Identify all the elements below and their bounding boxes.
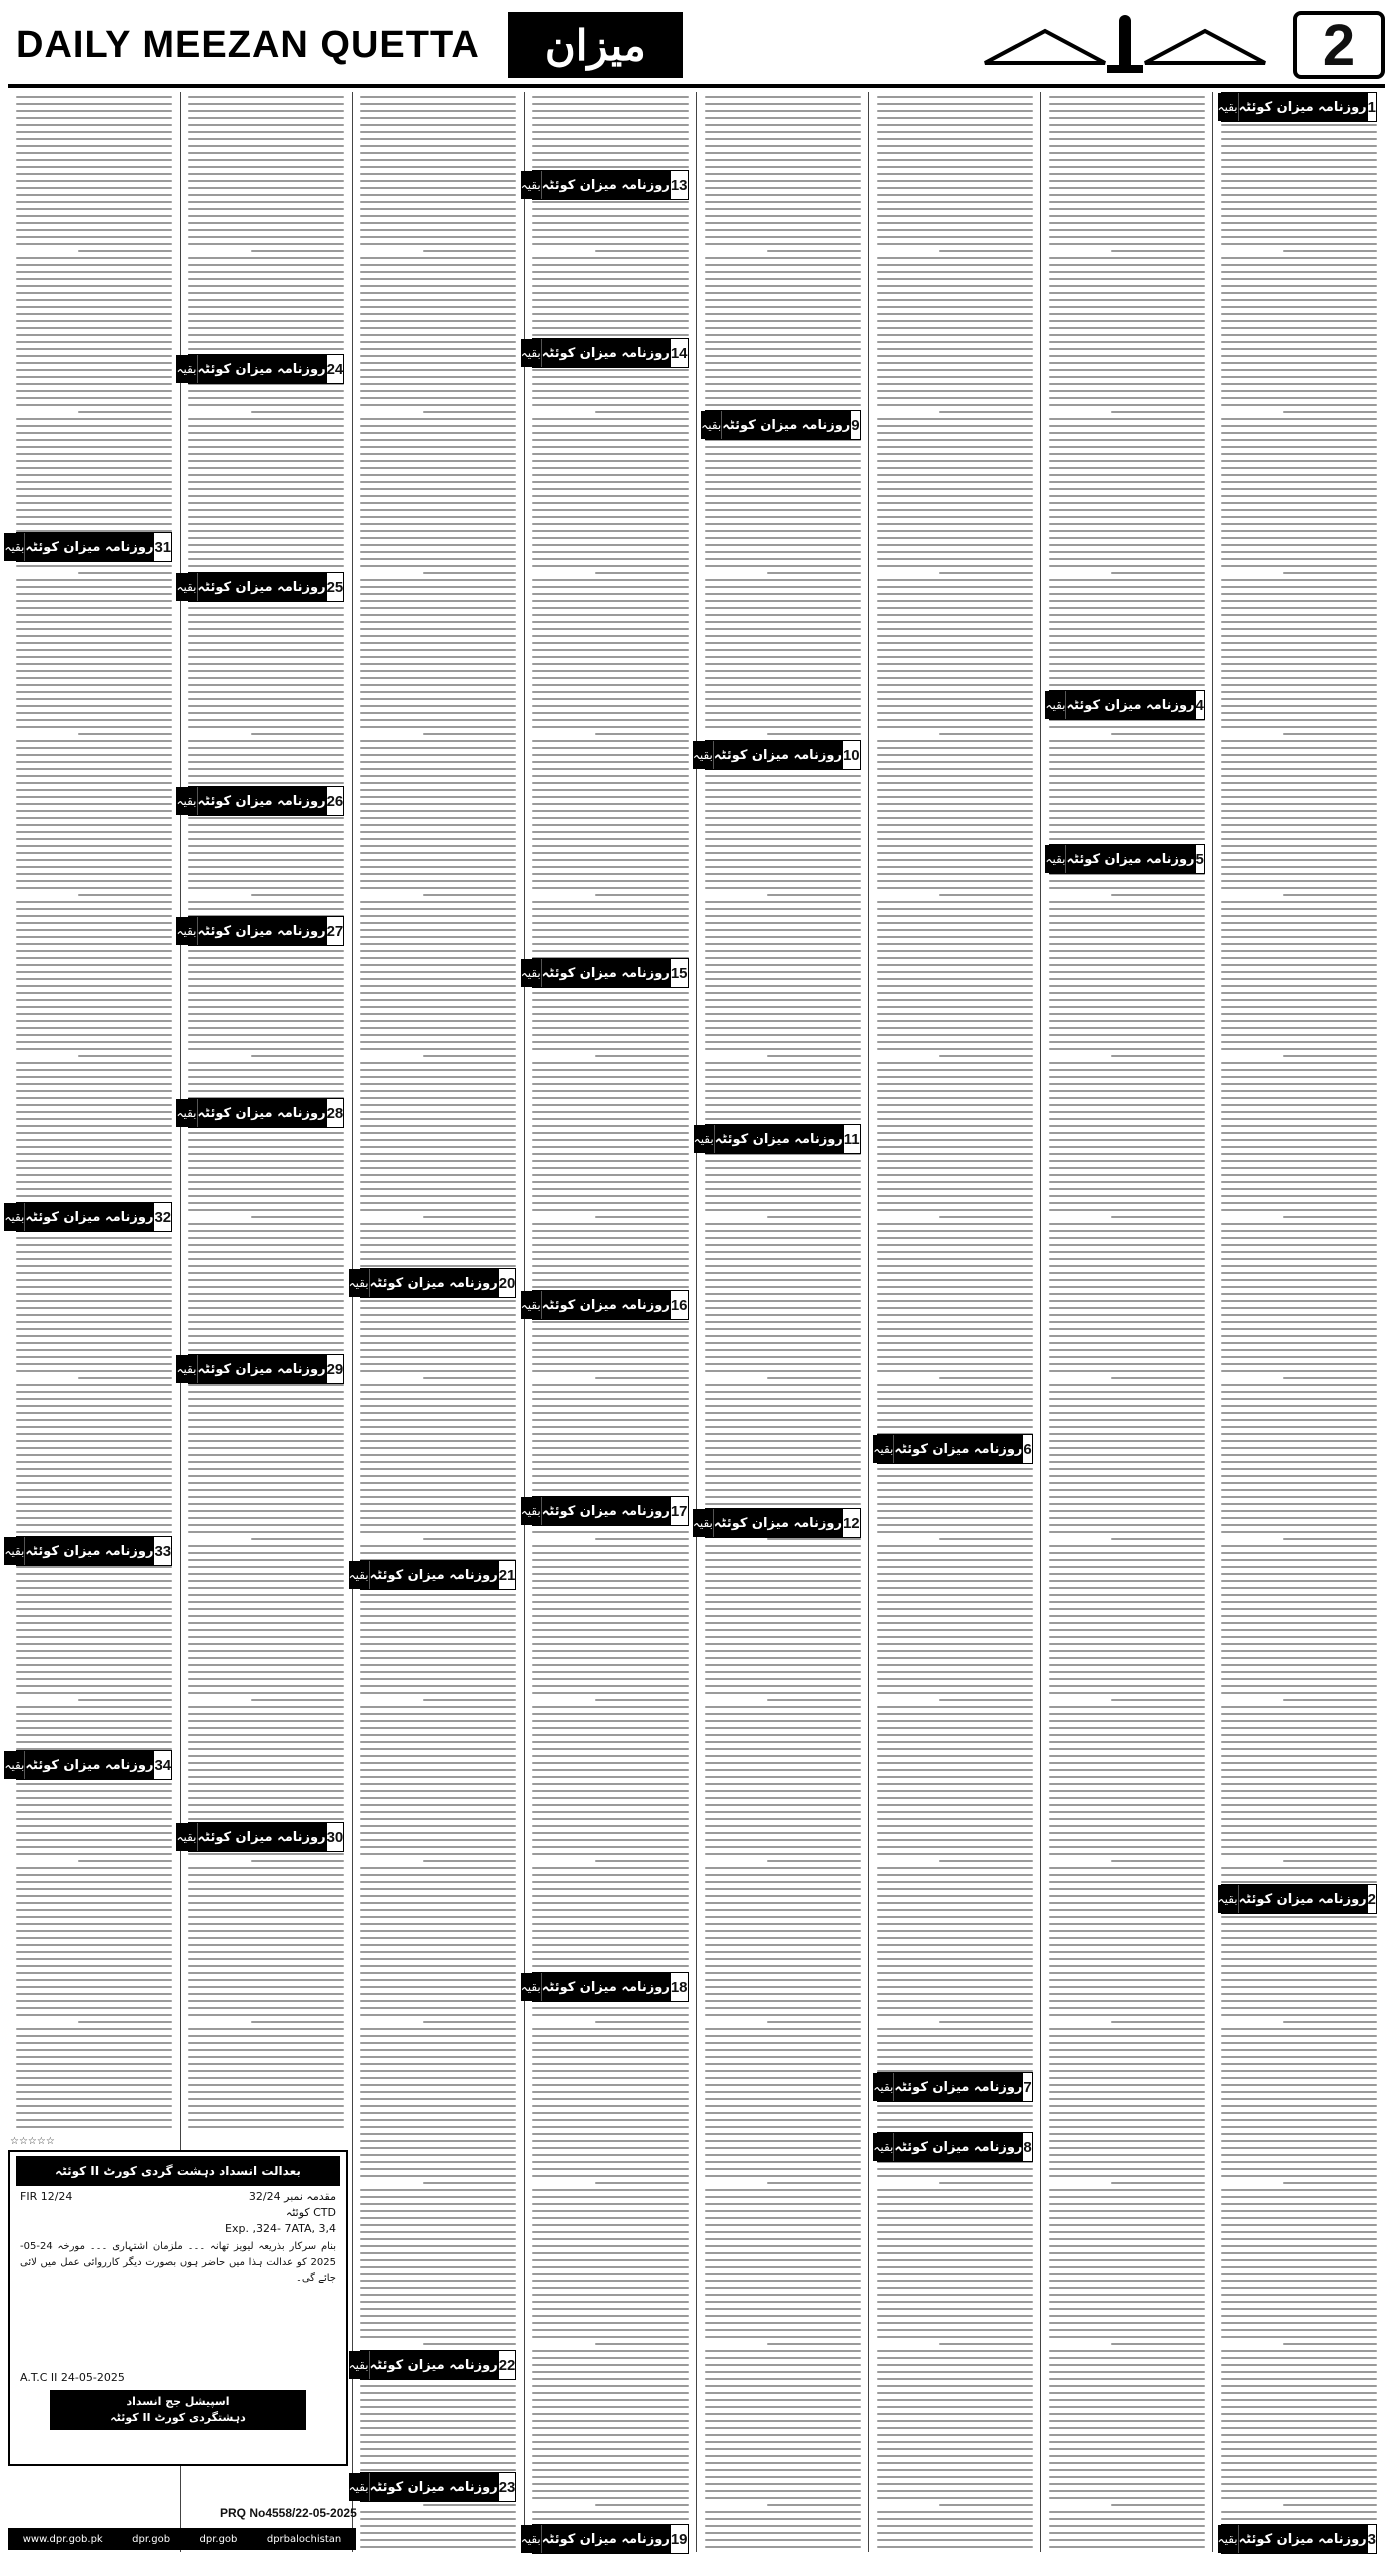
article-text-lines xyxy=(532,96,688,2553)
continuation-header xyxy=(520,1290,688,1320)
continuation-header xyxy=(176,572,344,602)
continuation-number: 20 xyxy=(498,1269,516,1297)
continuation-tag: بقیہ xyxy=(1218,2525,1239,2553)
continuation-label: روزنامہ میزان کوئٹہ xyxy=(542,339,670,367)
continuation-tag: بقیہ xyxy=(349,2351,370,2379)
ad-footer-line1: اسپیشل جج انسداد xyxy=(126,2395,230,2408)
continuation-number: 6 xyxy=(1022,1435,1031,1463)
continuation-tag: بقیہ xyxy=(693,741,714,769)
continuation-header xyxy=(1217,1884,1377,1914)
continuation-number: 30 xyxy=(326,1823,344,1851)
article-text-lines xyxy=(16,96,172,2133)
continuation-header xyxy=(873,2132,1033,2162)
sections: 3,4 ,Exp. ,324- 7ATA xyxy=(225,2222,336,2235)
continuation-tag: بقیہ xyxy=(176,787,197,815)
continuation-header xyxy=(176,1098,344,1128)
footer-link-instagram[interactable]: dpr.gob xyxy=(199,2533,238,2545)
continuation-header xyxy=(873,2072,1033,2102)
continuation-label: روزنامہ میزان کوئٹہ xyxy=(1066,691,1194,719)
continuation-tag: بقیہ xyxy=(694,1125,715,1153)
continuation-header xyxy=(1045,690,1205,720)
continuation-tag: بقیہ xyxy=(349,2473,370,2501)
continuation-label: روزنامہ میزان کوئٹہ xyxy=(715,1125,843,1153)
continuation-number: 32 xyxy=(153,1203,171,1231)
footer-links xyxy=(8,2528,356,2550)
ad-body: بنام سرکار بذریعہ لیویز تھانہ ۔۔۔ ملزمان اشتہاری ۔۔۔ مورخہ 24-05-2025 کو عدالت ہذا میں حاضر ہوں بصورت دیگر کارروائی عمل میں لائی جائے گی۔ xyxy=(20,2241,336,2284)
continuation-tag: بقیہ xyxy=(176,1355,197,1383)
continuation-number: 31 xyxy=(153,533,171,561)
continuation-number: 7 xyxy=(1022,2073,1031,2101)
continuation-header xyxy=(176,916,344,946)
continuation-label: روزنامہ میزان کوئٹہ xyxy=(1066,845,1194,873)
continuation-header xyxy=(1217,2524,1377,2554)
continuation-header xyxy=(520,2524,688,2554)
case-label: مقدمہ نمبر xyxy=(284,2190,336,2203)
continuation-label: روزنامہ میزان کوئٹہ xyxy=(198,573,326,601)
continuation-number: 34 xyxy=(153,1751,171,1779)
continuation-header xyxy=(693,1124,861,1154)
article-text-lines xyxy=(360,96,516,2553)
article-text-lines xyxy=(1221,96,1377,2553)
continuation-label: روزنامہ میزان کوئٹہ xyxy=(198,1823,326,1851)
continuation-header xyxy=(4,1202,172,1232)
govt-seal-icon xyxy=(16,2156,46,2186)
continuation-header xyxy=(692,740,861,770)
continuation-number: 23 xyxy=(498,2473,516,2501)
continuation-header xyxy=(520,1496,688,1526)
continuation-tag: بقیہ xyxy=(1218,93,1239,121)
column-rule xyxy=(524,92,525,2552)
police-label: CTD xyxy=(313,2206,336,2219)
continuation-label: روزنامہ میزان کوئٹہ xyxy=(1239,93,1367,121)
continuation-label: روزنامہ میزان کوئٹہ xyxy=(542,2525,670,2553)
continuation-header xyxy=(176,1822,344,1852)
column-rule xyxy=(352,92,353,2552)
continuation-label: روزنامہ میزان کوئٹہ xyxy=(894,2133,1022,2161)
footer-link-website[interactable]: www.dpr.gob.pk xyxy=(22,2533,103,2545)
prq-number: PRQ No4558/22-05-2025 xyxy=(220,2506,357,2520)
continuation-header xyxy=(520,170,688,200)
continuation-header xyxy=(692,1508,861,1538)
continuation-header xyxy=(348,2350,516,2380)
continuation-number: 33 xyxy=(153,1537,171,1565)
continuation-label: روزنامہ میزان کوئٹہ xyxy=(894,2073,1022,2101)
text-column xyxy=(528,92,692,2552)
ad-signature-block xyxy=(50,2390,306,2430)
continuation-tag: بقیہ xyxy=(4,1751,25,1779)
text-column xyxy=(1217,92,1381,2552)
footer-link-x[interactable]: dpr.gob xyxy=(132,2533,171,2545)
column-rule xyxy=(868,92,869,2552)
page-number: 2 xyxy=(1293,11,1385,79)
continuation-number: 21 xyxy=(498,1561,516,1589)
continuation-label: روزنامہ میزان کوئٹہ xyxy=(198,1099,326,1127)
continuation-tag: بقیہ xyxy=(701,411,722,439)
continuation-tag: بقیہ xyxy=(4,533,25,561)
continuation-tag: بقیہ xyxy=(521,959,542,987)
continuation-number: 28 xyxy=(326,1099,344,1127)
ad-case-row xyxy=(20,2190,336,2203)
column-rule xyxy=(1040,92,1041,2552)
continuation-number: 11 xyxy=(843,1125,860,1153)
continuation-label: روزنامہ میزان کوئٹہ xyxy=(542,171,670,199)
fir-number: 12/24 xyxy=(40,2190,73,2203)
continuation-number: 18 xyxy=(670,1973,688,2001)
ad-date: 24-05-2025 A.T.C II xyxy=(20,2371,125,2384)
stars-divider: ☆☆☆☆☆ xyxy=(10,2136,55,2147)
continuation-tag: بقیہ xyxy=(873,2073,894,2101)
continuation-tag: بقیہ xyxy=(176,1823,197,1851)
continuation-label: روزنامہ میزان کوئٹہ xyxy=(370,1269,498,1297)
continuation-tag: بقیہ xyxy=(521,1291,542,1319)
continuation-tag: بقیہ xyxy=(4,1537,25,1565)
continuation-number: 24 xyxy=(326,355,344,383)
continuation-tag: بقیہ xyxy=(521,339,542,367)
continuation-header xyxy=(348,1268,516,1298)
ad-sections-row xyxy=(20,2222,336,2235)
continuation-number: 8 xyxy=(1022,2133,1031,2161)
continuation-tag: بقیہ xyxy=(873,2133,894,2161)
police-station: کوئٹہ xyxy=(285,2206,310,2219)
continuation-tag: بقیہ xyxy=(176,573,197,601)
scales-emblem xyxy=(975,13,1275,77)
continuation-number: 27 xyxy=(326,917,344,945)
continuation-number: 12 xyxy=(842,1509,860,1537)
continuation-tag: بقیہ xyxy=(349,1561,370,1589)
footer-link-facebook[interactable]: dprbalochistan xyxy=(266,2533,342,2545)
continuation-tag: بقیہ xyxy=(521,1973,542,2001)
continuation-tag: بقیہ xyxy=(176,1099,197,1127)
continuation-label: روزنامہ میزان کوئٹہ xyxy=(25,1537,153,1565)
continuation-header xyxy=(176,1354,344,1384)
continuation-number: 17 xyxy=(670,1497,688,1525)
fir-label: FIR xyxy=(20,2190,38,2203)
article-text-lines xyxy=(705,96,861,2553)
continuation-number: 19 xyxy=(670,2525,688,2553)
continuation-tag: بقیہ xyxy=(1045,845,1066,873)
continuation-label: روزنامہ میزان کوئٹہ xyxy=(714,741,842,769)
continuation-label: روزنامہ میزان کوئٹہ xyxy=(894,1435,1022,1463)
continuation-number: 9 xyxy=(850,411,859,439)
continuation-number: 1 xyxy=(1367,93,1376,121)
continuation-tag: بقیہ xyxy=(521,2525,542,2553)
court-seal-icon xyxy=(310,2156,340,2186)
continuation-label: روزنامہ میزان کوئٹہ xyxy=(370,2473,498,2501)
continuation-label: روزنامہ میزان کوئٹہ xyxy=(198,1355,326,1383)
case-number: 32/24 xyxy=(248,2190,281,2203)
continuation-number: 26 xyxy=(326,787,344,815)
continuation-header xyxy=(4,532,172,562)
continuation-number: 14 xyxy=(670,339,688,367)
masthead-title: DAILY MEEZAN QUETTA xyxy=(16,23,480,66)
continuation-tag: بقیہ xyxy=(873,1435,894,1463)
continuation-number: 29 xyxy=(326,1355,344,1383)
continuation-label: روزنامہ میزان کوئٹہ xyxy=(25,533,153,561)
continuation-tag: بقیہ xyxy=(176,355,197,383)
masthead-rule xyxy=(8,84,1385,88)
continuation-tag: بقیہ xyxy=(521,171,542,199)
continuation-label: روزنامہ میزان کوئٹہ xyxy=(25,1751,153,1779)
article-text-lines xyxy=(1049,96,1205,2553)
masthead xyxy=(8,6,1385,84)
continuation-tag: بقیہ xyxy=(693,1509,714,1537)
continuation-tag: بقیہ xyxy=(1218,1885,1239,1913)
newspaper-logo: میزان xyxy=(508,12,683,78)
continuation-tag: بقیہ xyxy=(521,1497,542,1525)
continuation-number: 15 xyxy=(670,959,688,987)
continuation-label: روزنامہ میزان کوئٹہ xyxy=(1239,1885,1367,1913)
continuation-header xyxy=(873,1434,1033,1464)
ad-heading: بعدالت انسداد دہشت گردی کورٹ II کوئٹہ xyxy=(16,2156,340,2186)
continuation-number: 10 xyxy=(842,741,860,769)
text-column xyxy=(873,92,1037,2552)
continuation-number: 2 xyxy=(1367,1885,1376,1913)
column-rule xyxy=(1212,92,1213,2552)
continuation-number: 4 xyxy=(1195,691,1204,719)
continuation-header xyxy=(176,786,344,816)
continuation-header xyxy=(1217,92,1377,122)
continuation-number: 22 xyxy=(498,2351,516,2379)
continuation-number: 3 xyxy=(1367,2525,1376,2553)
continuation-header xyxy=(348,2472,516,2502)
continuation-label: روزنامہ میزان کوئٹہ xyxy=(25,1203,153,1231)
continuation-label: روزنامہ میزان کوئٹہ xyxy=(542,1497,670,1525)
continuation-header xyxy=(520,338,688,368)
continuation-label: روزنامہ میزان کوئٹہ xyxy=(722,411,850,439)
text-column xyxy=(1045,92,1209,2552)
text-column xyxy=(701,92,865,2552)
continuation-header xyxy=(4,1536,172,1566)
continuation-label: روزنامہ میزان کوئٹہ xyxy=(198,355,326,383)
continuation-tag: بقیہ xyxy=(1045,691,1066,719)
continuation-number: 16 xyxy=(670,1291,688,1319)
continuation-label: روزنامہ میزان کوئٹہ xyxy=(1239,2525,1367,2553)
column-rule xyxy=(696,92,697,2552)
continuation-header xyxy=(4,1750,172,1780)
court-notice-ad xyxy=(8,2150,348,2466)
ad-footer-line2: دہشتگردی کورٹ II کوئٹہ xyxy=(110,2411,246,2424)
continuation-label: روزنامہ میزان کوئٹہ xyxy=(370,1561,498,1589)
continuation-header xyxy=(348,1560,516,1590)
continuation-tag: بقیہ xyxy=(4,1203,25,1231)
continuation-header xyxy=(520,958,688,988)
continuation-tag: بقیہ xyxy=(176,917,197,945)
continuation-label: روزنامہ میزان کوئٹہ xyxy=(198,917,326,945)
continuation-header xyxy=(520,1972,688,2002)
scales-icon xyxy=(975,13,1275,77)
continuation-label: روزنامہ میزان کوئٹہ xyxy=(714,1509,842,1537)
article-text-lines xyxy=(877,96,1033,2553)
continuation-number: 25 xyxy=(326,573,344,601)
continuation-header xyxy=(701,410,861,440)
continuation-number: 5 xyxy=(1195,845,1204,873)
ad-police-row xyxy=(20,2206,336,2219)
continuation-label: روزنامہ میزان کوئٹہ xyxy=(542,959,670,987)
text-column xyxy=(356,92,520,2552)
continuation-number: 13 xyxy=(670,171,688,199)
continuation-label: روزنامہ میزان کوئٹہ xyxy=(198,787,326,815)
continuation-label: روزنامہ میزان کوئٹہ xyxy=(542,1973,670,2001)
continuation-tag: بقیہ xyxy=(349,1269,370,1297)
continuation-header xyxy=(1045,844,1205,874)
continuation-label: روزنامہ میزان کوئٹہ xyxy=(370,2351,498,2379)
continuation-label: روزنامہ میزان کوئٹہ xyxy=(542,1291,670,1319)
continuation-header xyxy=(176,354,344,384)
